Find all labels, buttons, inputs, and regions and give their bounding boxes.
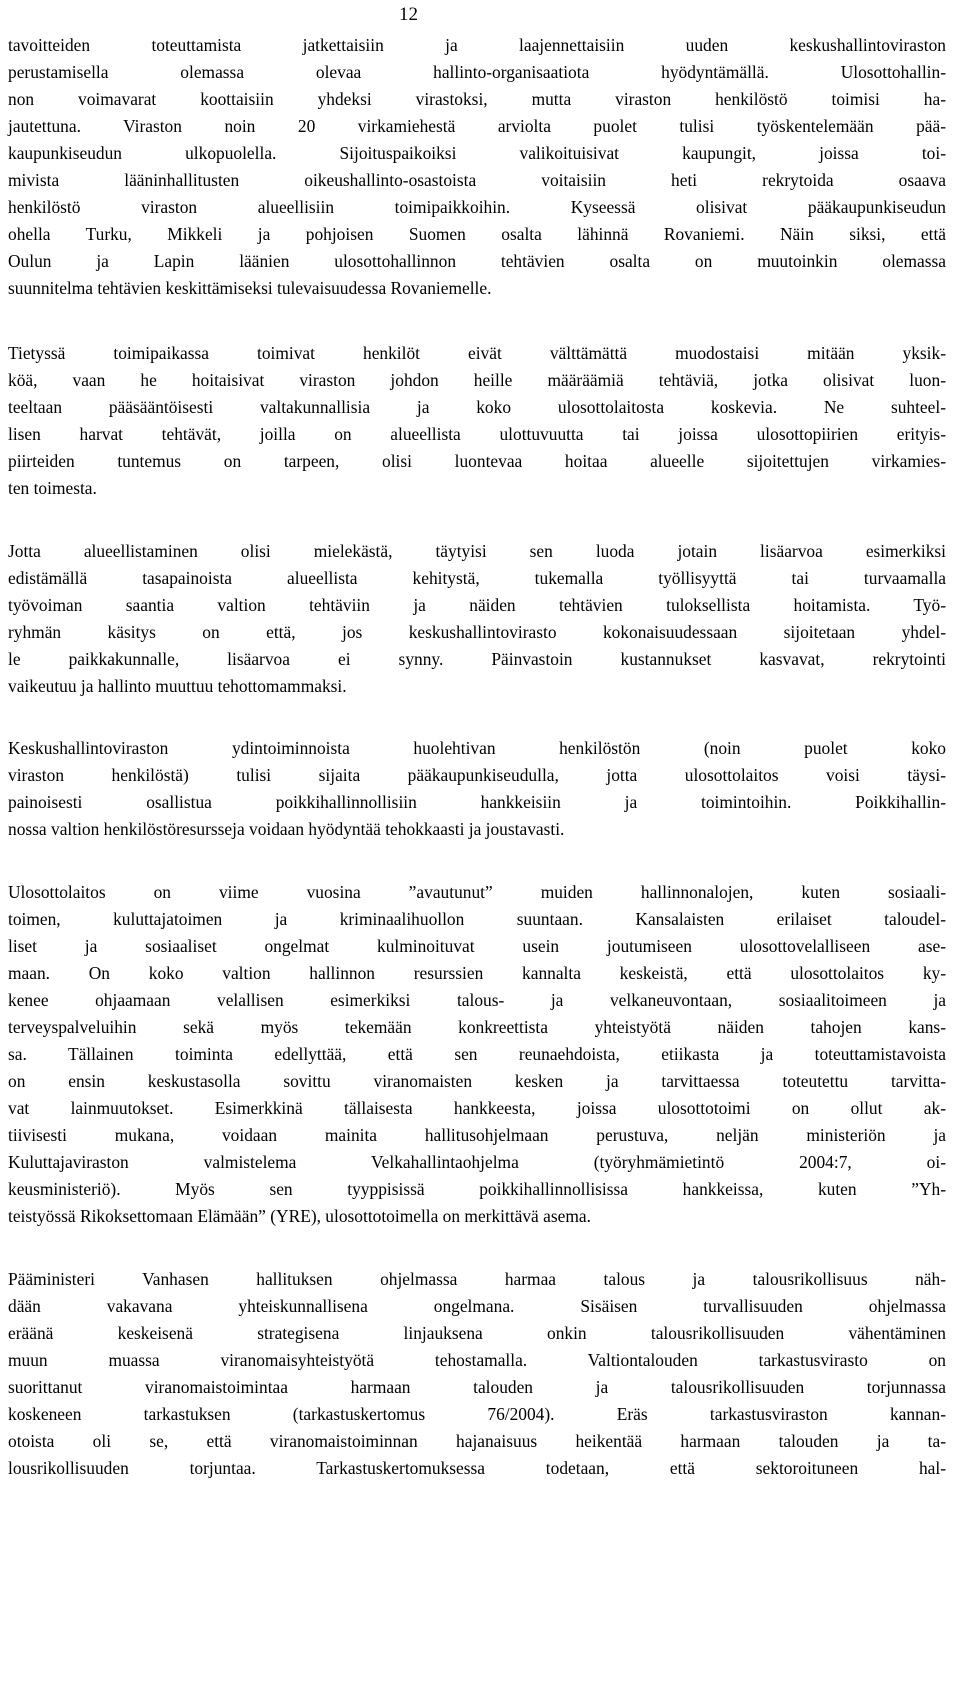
text-line: suunnitelma tehtävien keskittämiseksi tulevaisuudessa Rovaniemelle. <box>8 278 492 298</box>
text-line: otoista oli se, että viranomaistoiminnan hajanaisuus heikentää harmaan talouden ja ta- <box>8 1431 946 1451</box>
text-line: koskeneen tarkastuksen (tarkastuskertomus 76/2004). Eräs tarkastusviraston kannan- <box>8 1404 946 1424</box>
text-line: liset ja sosiaaliset ongelmat kulminoituvat usein joutumiseen ulosottovelalliseen ase- <box>8 936 946 956</box>
text-line: Ulosottolaitos on viime vuosina ”avautunut” muiden hallinnonalojen, kuten sosiaali- <box>8 882 946 902</box>
text-line: le paikkakunnalle, lisäarvoa ei synny. Päinvastoin kustannukset kasvavat, rekrytointi <box>8 649 946 669</box>
text-line: non voimavarat koottaisiin yhdeksi virastoksi, mutta viraston henkilöstö toimisi ha- <box>8 89 946 109</box>
text-line: eräänä keskeisenä strategisena linjauksena onkin talousrikollisuuden vähentäminen <box>8 1323 946 1343</box>
paragraph-6 <box>8 1266 946 1482</box>
paragraph-1 <box>8 32 946 302</box>
paragraph-spacer <box>8 700 946 735</box>
document-body <box>8 32 946 1482</box>
text-line: Keskushallintoviraston ydintoiminnoista huolehtivan henkilöstön (noin puolet koko <box>8 738 946 758</box>
text-line: kaupunkiseudun ulkopuolella. Sijoituspaikoiksi valikoituisivat kaupungit, joissa toi- <box>8 143 946 163</box>
text-line: piirteiden tuntemus on tarpeen, olisi luontevaa hoitaa alueelle sijoitettujen virkamies- <box>8 451 946 471</box>
text-line: Pääministeri Vanhasen hallituksen ohjelmassa harmaa talous ja talousrikollisuus näh- <box>8 1269 946 1289</box>
text-line: Jotta alueellistaminen olisi mielekästä, täytyisi sen luoda jotain lisäarvoa esimerkiksi <box>8 541 946 561</box>
text-line: Kuluttajaviraston valmistelema Velkahallintaohjelma (työryhmämietintö 2004:7, oi- <box>8 1152 946 1172</box>
text-line: viraston henkilöstä) tulisi sijaita pääkaupunkiseudulla, jotta ulosottolaitos voisi täysi- <box>8 765 946 785</box>
text-line: köä, vaan he hoitaisivat viraston johdon heille määräämiä tehtäviä, jotka olisivat luon- <box>8 370 946 390</box>
text-line: lisen harvat tehtävät, joilla on alueellista ulottuvuutta tai joissa ulosottopiirien erityis- <box>8 424 946 444</box>
text-line: dään vakavana yhteiskunnallisena ongelmana. Sisäisen turvallisuuden ohjelmassa <box>8 1296 946 1316</box>
text-line: lousrikollisuuden torjuntaa. Tarkastuskertomuksessa todetaan, että sektoroituneen hal- <box>8 1458 946 1478</box>
paragraph-2 <box>8 340 946 502</box>
paragraph-spacer <box>8 502 946 538</box>
text-line: maan. On koko valtion hallinnon resurssien kannalta keskeistä, että ulosottolaitos ky- <box>8 963 946 983</box>
text-line: toimen, kuluttajatoimen ja kriminaalihuollon suuntaan. Kansalaisten erilaiset taloudel- <box>8 909 946 929</box>
text-line: keusministeriö). Myös sen tyyppisissä poikkihallinnollisissa hankkeissa, kuten ”Yh- <box>8 1179 946 1199</box>
text-line: edistämällä tasapainoista alueellista kehitystä, tukemalla työllisyyttä tai turvaamalla <box>8 568 946 588</box>
text-line: on ensin keskustasolla sovittu viranomaisten kesken ja tarvittaessa toteutettu tarvitta- <box>8 1071 946 1091</box>
paragraph-spacer <box>8 1230 946 1266</box>
text-line: ryhmän käsitys on että, jos keskushallintovirasto kokonaisuudessaan sijoitetaan yhdel- <box>8 622 946 642</box>
text-line: Tietyssä toimipaikassa toimivat henkilöt eivät välttämättä muodostaisi mitään yksik- <box>8 343 946 363</box>
paragraph-spacer <box>8 302 946 340</box>
paragraph-4 <box>8 735 946 843</box>
text-line: henkilöstö viraston alueellisiin toimipaikkoihin. Kyseessä olisivat pääkaupunkiseudun <box>8 197 946 217</box>
text-line: tiivisesti mukana, voidaan mainita hallitusohjelmaan perustuva, neljän ministeriön ja <box>8 1125 946 1145</box>
text-line: ten toimesta. <box>8 478 97 498</box>
text-line: painoisesti osallistua poikkihallinnollisiin hankkeisiin ja toimintoihin. Poikkihallin- <box>8 792 946 812</box>
text-line: vat lainmuutokset. Esimerkkinä tällaisesta hankkeesta, joissa ulosottotoimi on ollut ak- <box>8 1098 946 1118</box>
text-line: nossa valtion henkilöstöresursseja voidaan hyödyntää tehokkaasti ja joustavasti. <box>8 819 565 839</box>
text-line: teistyössä Rikoksettomaan Elämään” (YRE), ulosottotoimella on merkittävä asema. <box>8 1206 591 1226</box>
text-line: suorittanut viranomaistoimintaa harmaan talouden ja talousrikollisuuden torjunnassa <box>8 1377 946 1397</box>
text-line: kenee ohjaamaan velallisen esimerkiksi talous- ja velkaneuvontaan, sosiaalitoimeen ja <box>8 990 946 1010</box>
paragraph-spacer <box>8 843 946 879</box>
text-line: ohella Turku, Mikkeli ja pohjoisen Suomen osalta lähinnä Rovaniemi. Näin siksi, että <box>8 224 946 244</box>
text-line: Oulun ja Lapin läänien ulosottohallinnon tehtävien osalta on muutoinkin olemassa <box>8 251 946 271</box>
text-line: perustamisella olemassa olevaa hallinto-organisaatiota hyödyntämällä. Ulosottohallin- <box>8 62 946 82</box>
page-number: 12 <box>399 4 418 25</box>
paragraph-3 <box>8 538 946 700</box>
text-line: teeltaan pääsääntöisesti valtakunnallisia ja koko ulosottolaitosta koskevia. Ne suhteel- <box>8 397 946 417</box>
text-line: mivista lääninhallitusten oikeushallinto-osastoista voitaisiin heti rekrytoida osaava <box>8 170 946 190</box>
text-line: vaikeutuu ja hallinto muuttuu tehottomammaksi. <box>8 676 347 696</box>
text-line: muun muassa viranomaisyhteistyötä tehostamalla. Valtiontalouden tarkastusvirasto on <box>8 1350 946 1370</box>
text-line: työvoiman saantia valtion tehtäviin ja näiden tehtävien tuloksellista hoitamista. Työ- <box>8 595 946 615</box>
paragraph-5 <box>8 879 946 1230</box>
text-line: sa. Tällainen toiminta edellyttää, että sen reunaehdoista, etiikasta ja toteuttamistavoista <box>8 1044 946 1064</box>
text-line: tavoitteiden toteuttamista jatkettaisiin ja laajennettaisiin uuden keskushallintoviraston <box>8 35 946 55</box>
text-line: terveyspalveluihin sekä myös tekemään konkreettista yhteistyötä näiden tahojen kans- <box>8 1017 946 1037</box>
text-line: jautettuna. Viraston noin 20 virkamiehestä arviolta puolet tulisi työskentelemään pää- <box>8 116 946 136</box>
